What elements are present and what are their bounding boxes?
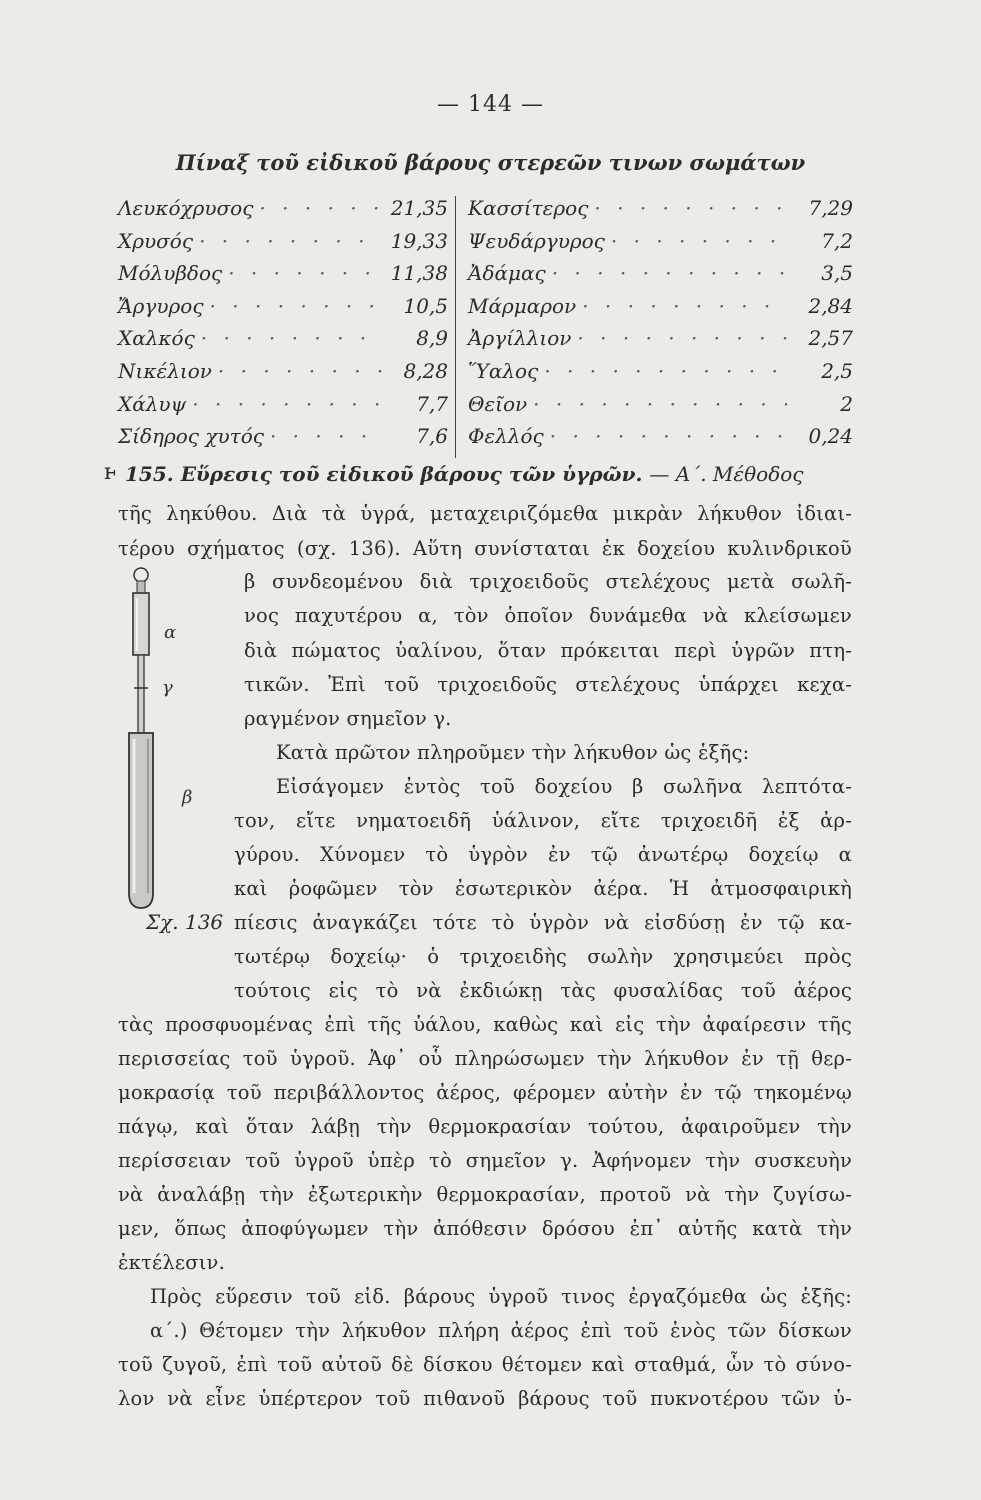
specific-gravity: 8,28: [403, 358, 448, 383]
substance-name: Θεῖον: [468, 391, 528, 416]
section-method: — Α΄. Μέθοδος: [649, 462, 804, 486]
label-a: α: [164, 622, 177, 643]
text-line: γύρου. Χύνομεν τὸ ὑγρὸν ἐν τῷ ἀνωτέρῳ δοχείῳ α: [234, 843, 852, 866]
leader-dots: [199, 229, 382, 253]
table-row: [468, 359, 853, 392]
leader-dots: [228, 261, 382, 285]
specific-gravity: 2,84: [808, 293, 853, 318]
text-line: πίεσις ἀναγκάζει τότε τὸ ὑγρὸν νὰ εἰσδύσῃ ἐν τῷ κα-: [234, 911, 852, 934]
section-heading: [125, 462, 865, 486]
specific-gravity: 7,2: [821, 228, 853, 253]
section-number: 155.: [125, 462, 174, 486]
text-line: καὶ ῥοφῶμεν τὸν ἐσωτερικὸν ἀέρα. Ἡ ἀτμοσφαιρικὴ: [234, 877, 852, 900]
text-line: λον νὰ εἶνε ὑπέρτερον τοῦ πιθανοῦ βάρους τοῦ πυκνοτέρου τῶν ὑ-: [118, 1387, 852, 1410]
leader-dots: [582, 294, 787, 318]
margin-mark: ⱶ: [104, 460, 117, 485]
table-row: [468, 424, 853, 457]
specific-gravity: 7,6: [416, 424, 448, 449]
leader-dots: [259, 196, 382, 220]
substance-name: Ψευδάργυρος: [468, 228, 605, 253]
specific-gravity: 3,5: [821, 261, 853, 286]
table-row: [118, 229, 448, 262]
text-line: τὰς προσφυομένας ἐπὶ τῆς ὑάλου, καθὼς καὶ εἰς τὴν ἀφαίρεσιν τῆς: [118, 1013, 852, 1036]
section-title: Εὕρεσις τοῦ εἰδικοῦ βάρους τῶν ὑγρῶν.: [180, 462, 643, 486]
text-line: ραγμένον σημεῖον γ.: [244, 707, 452, 730]
substance-name: Ὕαλος: [468, 358, 539, 383]
text-line: τῆς ληκύθου. Διὰ τὰ ὑγρά, μεταχειριζόμεθα μικρὰν λήκυθον ἰδιαι-: [118, 502, 852, 525]
text-line: μεν, ὅπως ἀποφύγωμεν τὴν ἀπόθεσιν δρόσου ἐπ᾽ αὐτῆς κατὰ τὴν: [118, 1217, 852, 1240]
table-row: [468, 326, 853, 359]
table-row: [118, 424, 448, 457]
table-left-column: [118, 196, 448, 457]
leader-dots: [533, 392, 787, 416]
substance-name: Λευκόχρυσος: [118, 196, 254, 220]
table-right-column: [468, 196, 853, 457]
substance-name: Ἄργυρος: [118, 293, 204, 318]
specific-gravity: 19,33: [390, 228, 448, 253]
specific-gravity: 2,57: [808, 326, 853, 351]
pycnometer-figure: [104, 563, 204, 913]
text-line: μοκρασίᾳ τοῦ περιβάλλοντος ἀέρος, φέρομεν αὐτὴν ἐν τῷ τηκομένῳ: [118, 1081, 852, 1104]
text-line: πάγῳ, καὶ ὅταν λάβῃ τὴν θερμοκρασίαν τούτου, ἀφαιροῦμεν τὴν: [118, 1115, 852, 1138]
figure-caption: Σχ. 136: [146, 910, 224, 934]
text-line: τέρου σχήματος (σχ. 136). Αὕτη συνίσταται ἐκ δοχείου κυλινδρικοῦ: [118, 537, 852, 560]
leader-dots: [192, 392, 382, 416]
substance-name: Σίδηρος χυτός: [118, 424, 264, 449]
table-row: [118, 326, 448, 359]
leader-dots: [218, 359, 382, 383]
substance-name: Χρυσός: [118, 228, 194, 253]
leader-dots: [544, 359, 787, 383]
text-line: τωτέρῳ δοχείῳ· ὁ τριχοειδὴς σωλὴν χρησιμεύει πρὸς: [234, 945, 852, 968]
text-line: περίσσειαν τοῦ ὑγροῦ ὑπὲρ τὸ σημεῖον γ. Ἀφήνομεν τὴν συσκευὴν: [118, 1149, 852, 1172]
text-line: Κατὰ πρῶτον πληροῦμεν τὴν λήκυθον ὡς ἑξῆς:: [276, 741, 750, 764]
column-divider: [455, 196, 456, 458]
leader-dots: [550, 424, 787, 448]
text-line: β συνδεομένου διὰ τριχοειδοῦς στελέχους μετὰ σωλῆ-: [244, 570, 852, 593]
text-line: περισσείας τοῦ ὑγροῦ. Ἀφ᾽ οὗ πληρώσωμεν τὴν λήκυθον ἐν τῇ θερ-: [118, 1047, 852, 1070]
table-row: [468, 229, 853, 262]
leader-dots: [201, 326, 382, 350]
specific-gravity: 7,29: [808, 196, 853, 220]
text-line: νος παχυτέρου α, τὸν ὁποῖον δυνάμεθα νὰ κλείσωμεν: [244, 604, 852, 627]
substance-name: Χάλυψ: [118, 391, 187, 416]
text-line: Εἰσάγομεν ἐντὸς τοῦ δοχείου β σωλῆνα λεπτότα-: [276, 775, 852, 798]
table-row: [118, 294, 448, 327]
substance-name: Ἀδάμας: [468, 261, 546, 286]
text-line: Πρὸς εὕρεσιν τοῦ εἰδ. βάρους ὑγροῦ τινος ἐργαζόμεθα ὡς ἑξῆς:: [150, 1285, 852, 1308]
table-title: Πίναξ τοῦ εἰδικοῦ βάρους στερεῶν τινων σωμάτων: [175, 150, 806, 175]
specific-gravity: 2: [840, 391, 853, 416]
text-line: τον, εἴτε νηματοειδῆ ὑάλινον, εἴτε τριχοειδῆ ἐξ ἀρ-: [234, 809, 852, 832]
specific-gravity: 10,5: [403, 293, 448, 318]
leader-dots: [270, 424, 382, 448]
substance-name: Χαλκός: [118, 326, 195, 351]
text-line: νὰ ἀναλάβῃ τὴν ἐξωτερικὴν θερμοκρασίαν, προτοῦ νὰ τὴν ζυγίσω-: [118, 1183, 852, 1206]
text-line: διὰ πώματος ὑαλίνου, ὅταν πρόκειται περὶ ὑγρῶν πτη-: [244, 639, 852, 662]
specific-gravity: 21,35: [390, 196, 448, 220]
table-row: [118, 261, 448, 294]
leader-dots: [210, 294, 382, 318]
leader-dots: [611, 229, 787, 253]
table-row: [118, 392, 448, 425]
substance-name: Μάρμαρον: [468, 293, 577, 318]
substance-name: Νικέλιον: [118, 358, 212, 383]
pycnometer-drawing: [104, 563, 204, 913]
table-row: [468, 196, 853, 229]
label-beta: β: [182, 787, 193, 808]
text-line: ἐκτέλεσιν.: [118, 1251, 226, 1274]
specific-gravity: 11,38: [390, 261, 448, 286]
table-row: [118, 359, 448, 392]
text-line: τούτοις εἰς τὸ νὰ ἐκδιώκῃ τὰς φυσαλίδας τοῦ ἀέρος: [234, 979, 852, 1002]
specific-gravity: 8,9: [416, 326, 448, 351]
table-row: [468, 392, 853, 425]
table-row: [468, 261, 853, 294]
text-line: α΄.) Θέτομεν τὴν λήκυθον πλήρη ἀέρος ἐπὶ τοῦ ἑνὸς τῶν δίσκων: [150, 1319, 852, 1342]
page-number: — 144 —: [437, 92, 544, 117]
text-line: τοῦ ζυγοῦ, ἐπὶ τοῦ αὐτοῦ δὲ δίσκου θέτομεν καὶ σταθμά, ὧν τὸ σύνο-: [118, 1353, 852, 1376]
substance-name: Κασσίτερος: [468, 196, 589, 220]
text-line: τικῶν. Ἐπὶ τοῦ τριχοειδοῦς στελέχους ὑπάρχει κεχα-: [244, 673, 852, 696]
specific-gravity: 7,7: [416, 391, 448, 416]
table-row: [468, 294, 853, 327]
specific-gravity: 0,24: [808, 424, 853, 449]
leader-dots: [552, 261, 787, 285]
substance-name: Μόλυβδος: [118, 261, 223, 286]
substance-name: Ἀργίλλιον: [468, 326, 572, 351]
leader-dots: [594, 196, 787, 220]
specific-gravity: 2,5: [821, 358, 853, 383]
leader-dots: [577, 326, 787, 350]
table-row: [118, 196, 448, 229]
label-gamma: γ: [162, 677, 173, 698]
substance-name: Φελλός: [468, 424, 544, 449]
